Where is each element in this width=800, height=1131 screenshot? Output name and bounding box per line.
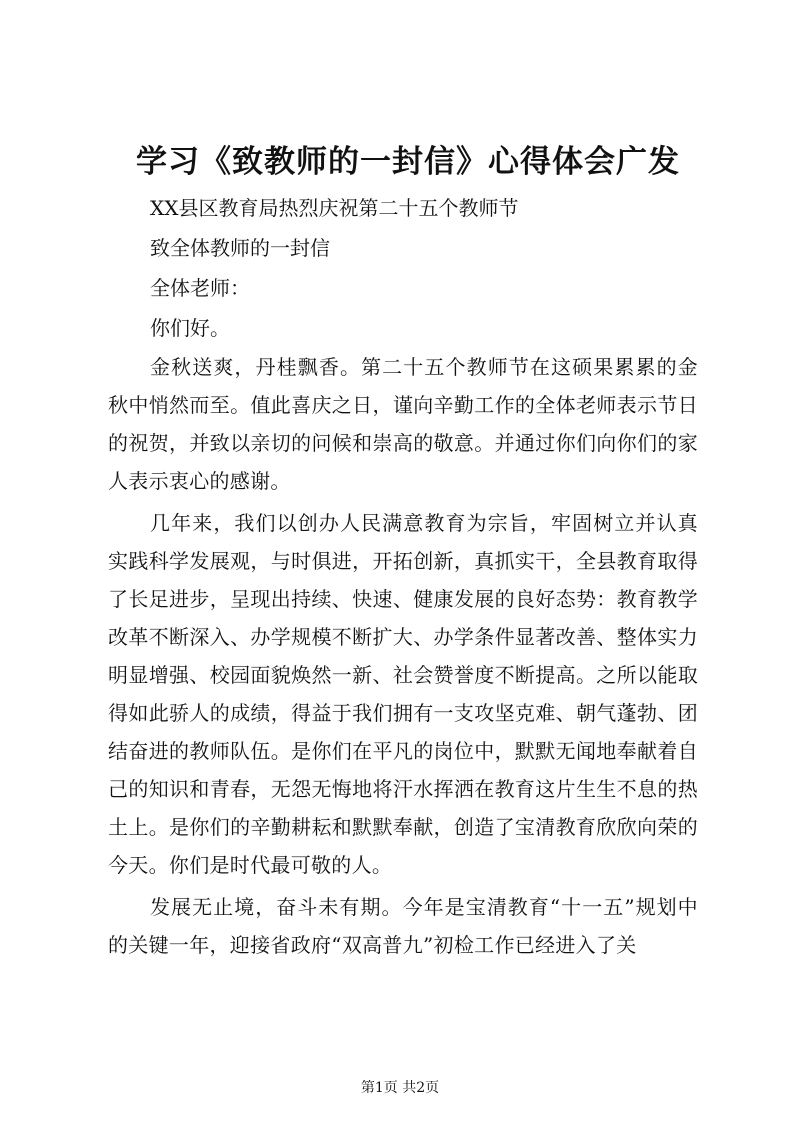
greeting: 你们好。 (150, 316, 230, 340)
paragraph-3: 发展无止境，奋斗未有期。今年是宝清教育“十一五”规划中的关键一年，迎接省政府“双高普九”初检工作已经进入了关 (108, 895, 698, 957)
letter-title: 致全体教师的一封信 (150, 236, 330, 260)
subtitle-line: XX县区教育局热烈庆祝第二十五个教师节 (150, 196, 519, 220)
page-footer: 第1页 共2页 (360, 1080, 440, 1096)
paragraph-2: 几年来，我们以创办人民满意教育为宗旨，牢固树立并认真实践科学发展观，与时俱进，开拓创新，真抓实干，全县教育取得了长足进步，呈现出持续、快速、健康发展的良好态势：教育教学改革不断深入、办学规模不断扩大、办学条件显著改善、整体实力明显增强、校园面貌焕然一新、社会赞誉度不断提高。之所以能取得如此骄人的成绩，得益于我们拥有一支攻坚克难、朝气蓬勃、团结奋进的教师队伍。是你们在平凡的岗位中，默默无闻地奉献着自己的知识和青春，无怨无悔地将汗水挥洒在教育这片生生不息的热土上。是你们的辛勤耕耘和默默奉献，创造了宝清教育欣欣向荣的今天。你们是时代最可敬的人。 (108, 511, 698, 877)
document-title: 学习《致教师的一封信》心得体会广发 (136, 144, 680, 180)
salutation: 全体老师： (150, 276, 250, 300)
paragraph-1: 金秋送爽，丹桂飘香。第二十五个教师节在这硕果累累的金秋中悄然而至。值此喜庆之日，谨向辛勤工作的全体老师表示节日的祝贺，并致以亲切的问候和崇高的敬意。并通过你们向你们的家人表示衷心的感谢。 (108, 355, 698, 493)
